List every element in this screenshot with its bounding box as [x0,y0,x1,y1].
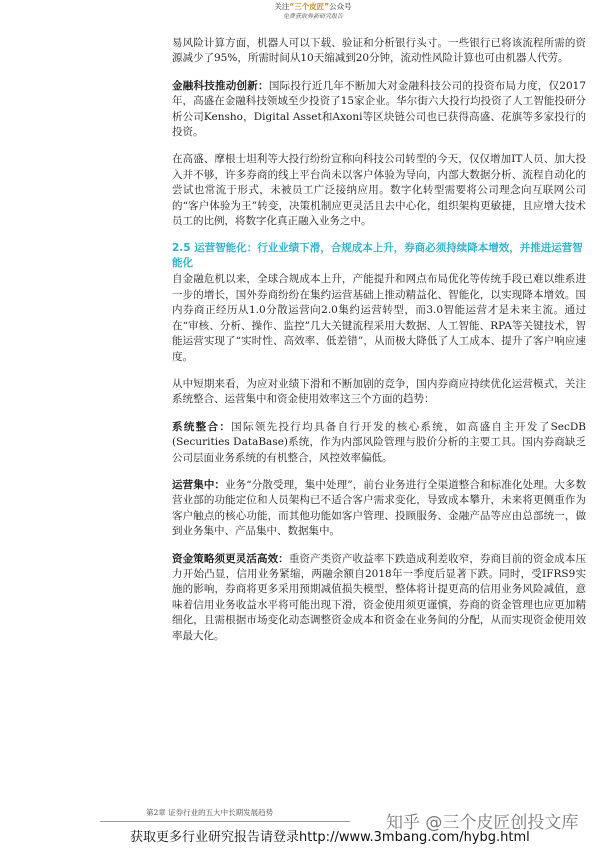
paragraph: 从中短期来看，为应对业绩下滑和不断加剧的竞争，国内券商应持续优化运营模式，关注系统整合、运营集中和资金使用效率这三个方面的趋势： [172,377,586,406]
paragraph: 金融科技推动创新：国际投行近几年不断加大对金融科技公司的投资布局力度，仅2017年，高盛在金融科技领域至少投资了15家企业。华尔街六大投行均投资了人工智能投研分析公司Kensho，Digital Asset和Axoni等区块链公司也已获得高盛、花旗等多家投行的投资。 [172,79,586,139]
footer-divider [100,821,350,822]
header-subtitle: 免费获取券新研究报告 [282,13,343,20]
paragraph-label: 运营集中： [172,478,226,491]
promo-link[interactable]: 获取更多行业研究报告请登录http://www.3mbang.com/hybg.html [130,830,530,845]
paragraph: 在高盛、摩根士坦利等大投行纷纷宣称向科技公司转型的今天，仅仅增加IT人员、加大投入并不够，许多券商的线上平台尚未以客户体验为导向，内部大数据分析、流程自动化的尝试也常流于形式，未被员工广泛接纳应用。数字化转型需要将公司理念向互联网公司的“客户体验为王”转变，决策机制应更灵活且去中心化，组织架构更敏捷，且应增大技术员工的比例，将数字化真正融入业务之中。 [172,153,586,228]
paragraph: 资金策略须更灵活高效：重资产类资产收益率下跌造成利差收窄，券商目前的资金成本压力开始凸显，信用业务紧缩，两融余额自2018年一季度后显著下跌。同时，受IFRS9实施的影响，券商将更多采用预期减值损失模型，整体将计提更高的信用业务风险减值，意味着信用业务收益水平将可能出现下滑，资金使用须更谨慎，券商的资金管理也应更加精细化，且需根据市场变化动态调整资金成本和资金在业务间的分配，从而实现资金使用效率最大化。 [172,552,587,642]
watermark: 知乎 @三个皮匠创投文库 [386,813,579,833]
section-title: 2.5 运营智能化：行业业绩下滑，合规成本上升，券商必须持续降本增效，并推进运营智能化 [172,242,583,270]
main-content [172,36,586,656]
header-line1: 关注“三个皮匠”公众号 [274,2,352,11]
paragraph: 运营集中：业务“分散受理，集中处理”，前台业务进行全渠道整合和标准化处理。大多数营业部的功能定位和人员架构已不适合客户需求变化，导致成本攀升，未来将更侧重作为客户触点的核心功能，而其他功能如客户管理、投顾服务、金融产品等应由总部统一，做到业务集中、产品集中、数据集中。 [172,478,586,538]
header-banner [258,2,368,26]
paragraph-label: 资金策略须更灵活高效： [172,552,289,565]
paragraph: 自金融危机以来，全球合规成本上升，产能提升和网点布局优化等传统手段已难以维系进一步的增长，国外券商纷纷在集约运营基础上推动精益化、智能化，以实现降本增效。国内券商正经历从1.0分散运营向2.0集约运营转型，而3.0智能运营才是未来主流。通过在“审核、分析、操作、监控”几大关键流程采用大数据、人工智能、RPA等关键技术，智能运营实现了“实时性、高效率、低差错”，从而极大降低了人工成本、提升了客户响应速度。 [172,273,586,363]
paragraph-label: 金融科技推动创新： [172,79,269,92]
paragraph-label: 系统整合： [172,420,232,433]
paragraph: 易风险计算方面，机器人可以下载、验证和分析银行头寸。一些银行已将该流程所需的资源减少了95%，所需时间从10天缩减到20分钟，流动性风险计算也可由机器人代劳。 [172,37,586,65]
brand-name: “三个皮匠” [289,2,330,11]
chapter-footer: 第2章 证券行业的五大中长期发展趋势 [146,808,274,817]
paragraph: 系统整合：国际领先投行均具备自行开发的核心系统，如高盛自主开发了SecDB (Securities DataBase)系统，作为内部风险管理与股价分析的主要工具。国内券商缺乏公司层面业务系统的有机整合，风控效率偏低。 [172,420,587,464]
